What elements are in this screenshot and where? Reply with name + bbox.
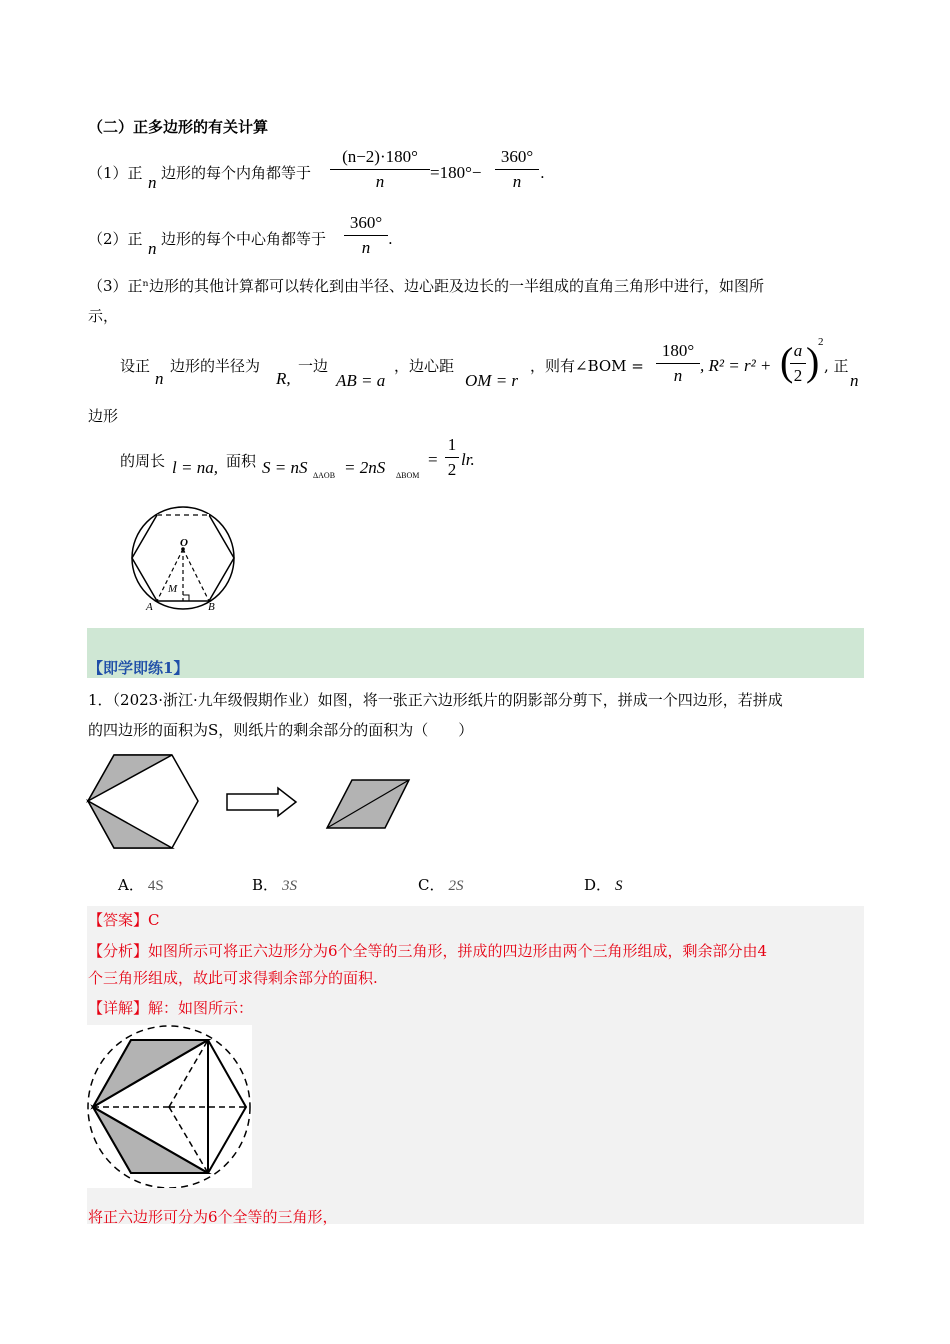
option-d[interactable] (584, 874, 623, 897)
item1-denominator2: n (512, 172, 522, 191)
setup-denominator: n (673, 366, 683, 385)
setup-p7: , 正 (824, 357, 849, 375)
setup-p5: ，则有∠BOM = (530, 357, 644, 375)
hexagon-radius-figure (126, 505, 242, 615)
item2-prefix: （2）正 (88, 230, 143, 248)
perimeter-sub2: ΔBOM (396, 471, 420, 480)
perimeter-eq3: = (428, 450, 438, 469)
perimeter-eq2: = 2nS (344, 458, 386, 477)
setup-line2: 边形 (88, 407, 119, 425)
setup-numerator: 180° (661, 341, 695, 360)
setup-p1: 设正 (120, 357, 151, 375)
setup-p6: , R² = r² + (700, 356, 772, 375)
item2-end: . (388, 230, 393, 248)
option-d-value: S (615, 878, 623, 894)
question-figure (86, 752, 416, 854)
answer-figure (86, 1025, 252, 1188)
perimeter-numerator: 1 (447, 435, 457, 454)
analysis-line2: 个三角形组成，故此可求得剩余部分的面积. (88, 969, 378, 987)
option-a-value: 4S (147, 878, 164, 894)
option-c[interactable] (418, 874, 463, 897)
setup-square: 2 (818, 336, 824, 348)
perimeter-l: l = na, (172, 458, 218, 477)
item1-fraction2 (495, 146, 539, 193)
perimeter-denominator: 2 (447, 460, 457, 479)
perimeter-lr: lr. (461, 450, 475, 469)
section-title: （二）正多边形的有关计算 (88, 118, 269, 136)
question-line2: 的四边形的面积为S，则纸片的剩余部分的面积为（ ） (88, 721, 474, 739)
setup-n: n (155, 369, 164, 388)
setup-two: 2 (793, 366, 803, 385)
perimeter-p2: 面积 (226, 452, 257, 470)
setup-p3: 一边 (298, 357, 329, 375)
item2-n: n (148, 239, 157, 258)
answer-line: 【答案】C (88, 911, 160, 929)
item3-line1: （3）正ⁿ边形的其他计算都可以转化到由半径、边心距及边长的一半组成的直角三角形中进行，如图所 (88, 277, 765, 295)
option-b[interactable] (252, 874, 297, 897)
analysis-line1: 【分析】如图所示可将正六边形分为6个全等的三角形，拼成的四边形由两个三角形组成，剩余部分由4 (88, 942, 768, 960)
item2-numerator: 360° (349, 213, 383, 232)
setup-n2: n (850, 371, 859, 390)
item1-end: . (540, 164, 545, 182)
setup-ab: AB = a (336, 371, 386, 390)
practice-title: 【即学即练1】 (88, 659, 189, 677)
option-a-label: A． (118, 876, 144, 894)
option-b-label: B． (252, 876, 279, 894)
question-line1: 1．（2023·浙江·九年级假期作业）如图，将一张正六边形纸片的阴影部分剪下，拼成一个四边形，若拼成 (88, 691, 783, 709)
setup-p2: 边形的半径为 (170, 357, 261, 375)
item2-denominator: n (361, 238, 371, 257)
item1-numerator2: 360° (500, 147, 534, 166)
setup-paren-right: ) (806, 339, 820, 384)
item1-text: 边形的每个内角都等于 (161, 164, 312, 182)
setup-p4: ，边心距 (394, 357, 455, 375)
option-d-label: D． (584, 876, 612, 894)
item2-text: 边形的每个中心角都等于 (161, 230, 327, 248)
setup-R: R, (276, 369, 291, 388)
perimeter-p1: 的周长 (120, 452, 166, 470)
item3-line2: 示， (88, 307, 119, 325)
label-M: M (168, 583, 178, 595)
perimeter-s: S = nS (262, 458, 308, 477)
label-B: B (208, 601, 215, 613)
label-O: O (180, 537, 188, 549)
option-b-value: 3S (282, 878, 298, 894)
label-A: A (146, 601, 153, 613)
item1-fraction (330, 146, 430, 193)
last-line: 将正六边形可分为6个全等的三角形， (88, 1208, 338, 1226)
option-c-value: 2S (448, 878, 464, 894)
item2-fraction (344, 212, 388, 259)
setup-fraction (656, 340, 700, 387)
perimeter-fraction (445, 434, 459, 481)
radius-OB (183, 549, 209, 601)
item1-numerator: (n−2)·180° (342, 147, 418, 166)
setup-a-over-2 (790, 340, 806, 387)
setup-paren-left: ( (780, 339, 794, 384)
arrow-icon (227, 788, 296, 816)
option-a[interactable] (118, 874, 164, 897)
right-angle-mark (183, 595, 189, 601)
item1-prefix: （1）正 (88, 164, 143, 182)
practice-band (87, 628, 864, 678)
detail-line: 【详解】解：如图所示： (88, 999, 254, 1017)
item1-n: n (148, 173, 157, 192)
setup-a: a (793, 341, 803, 360)
item1-denominator: n (375, 172, 385, 191)
item1-equals: =180°− (430, 163, 482, 182)
setup-om: OM = r (465, 371, 519, 390)
perimeter-sub1: ΔAOB (313, 471, 336, 480)
option-c-label: C． (418, 876, 445, 894)
